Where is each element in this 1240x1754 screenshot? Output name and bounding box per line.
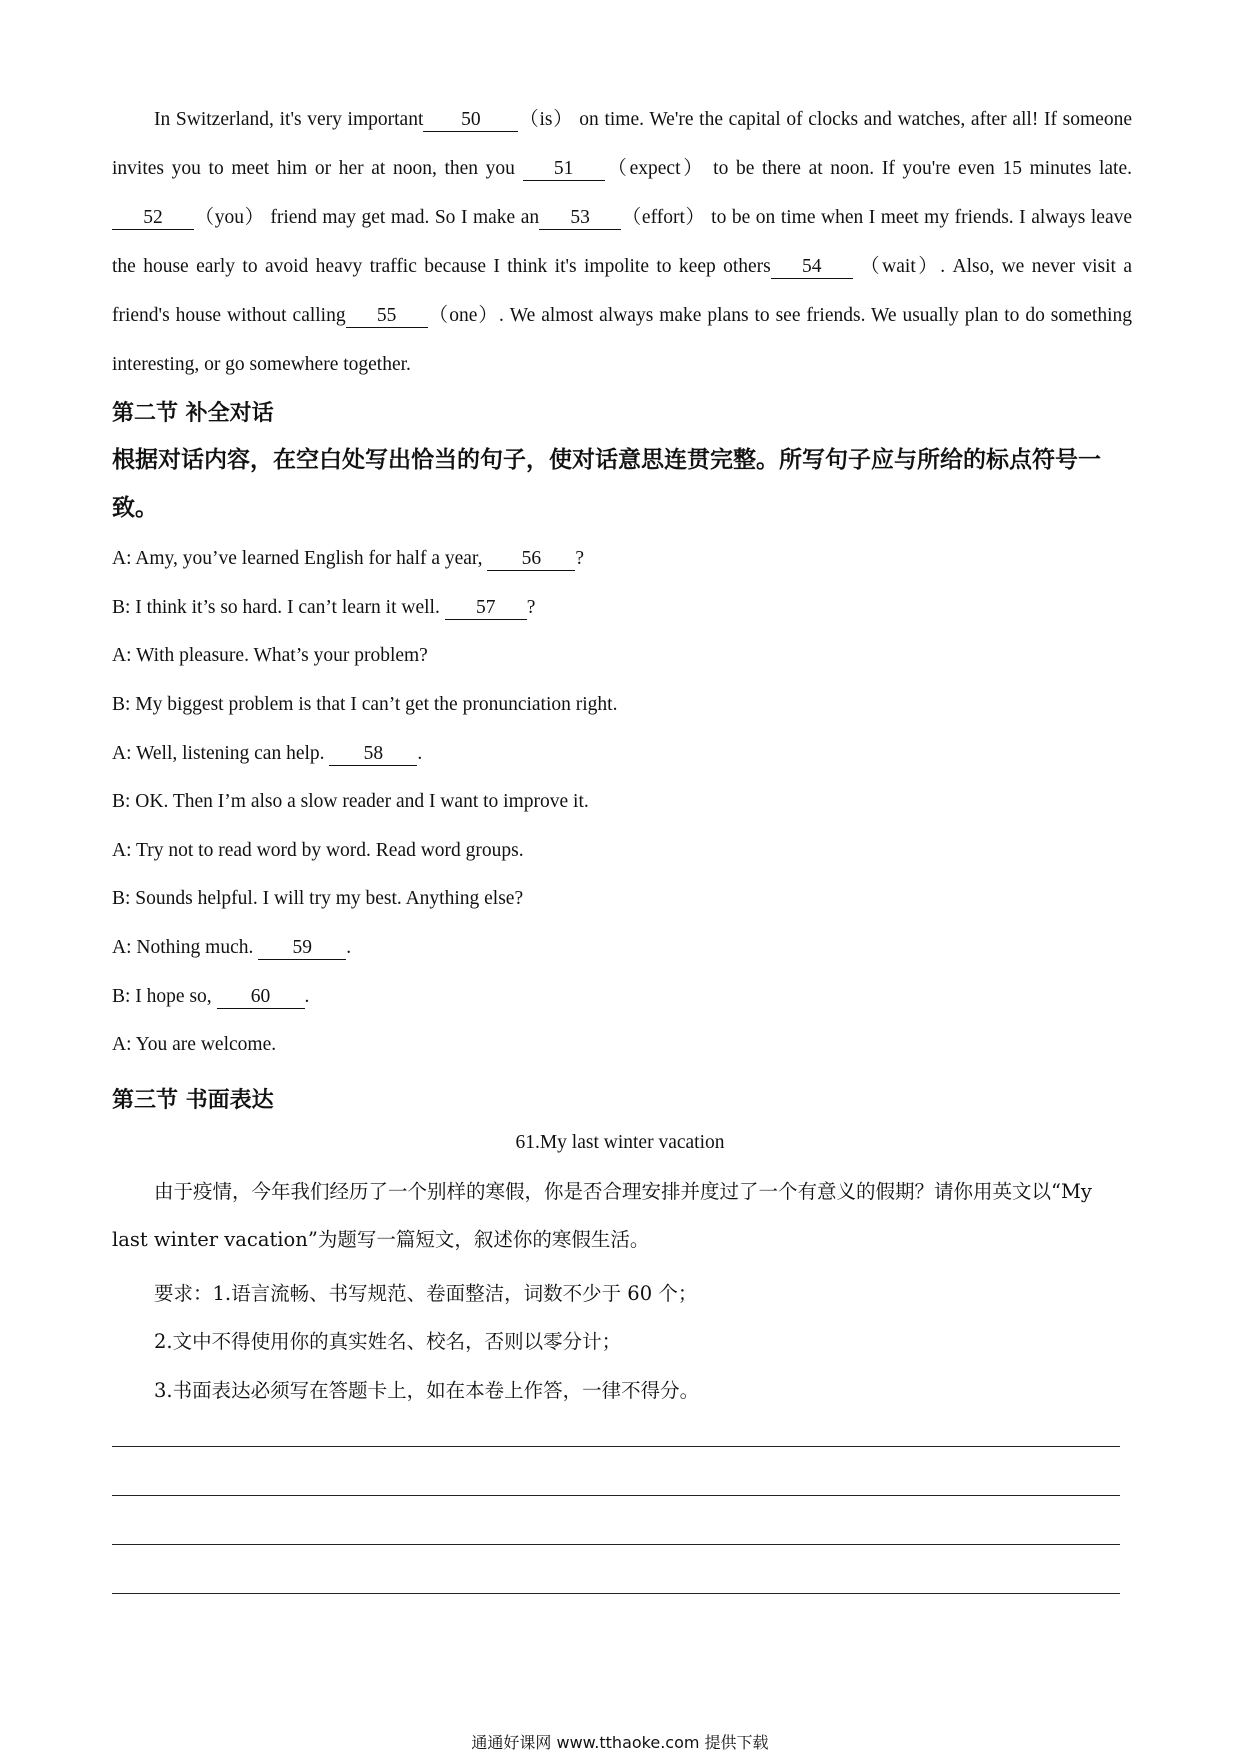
cloze-text: someone invites you to meet him or her at noon, then you xyxy=(112,109,1132,179)
requirement-3: 3.书面表达必须写在答题卡上，如在本卷上作答，一律不得分。 xyxy=(154,1379,700,1402)
section2-instruction: 根据对话内容，在空白处写出恰当的句子，使对话意思连贯完整。所写句子应与所给的标点符号一致。 xyxy=(112,447,1101,521)
writing-line xyxy=(112,1544,1120,1545)
dialogue-line-2: B: I think it’s so hard. I can’t learn it well. 57 ? xyxy=(112,597,536,618)
dialogue-line-8: B: Sounds helpful. I will try my best. Anything else? xyxy=(112,888,524,909)
page-footer: 通通好课网 www.tthaoke.com 提供下载 xyxy=(471,1733,769,1752)
dialogue-line-10: B: I hope so, 60 . xyxy=(112,986,310,1007)
requirement-2: 2.文中不得使用你的真实姓名、校名，否则以零分计； xyxy=(154,1330,622,1353)
writing-line xyxy=(112,1495,1120,1496)
cloze-text: （you） friend may get mad. So I make an xyxy=(194,207,540,228)
cloze-text: In Switzerland, it's very important xyxy=(154,109,424,130)
writing-line xyxy=(112,1593,1120,1594)
cloze-text: friends. We usually plan to do something interesting, or go somewhere together. xyxy=(112,305,1132,375)
dialogue-line-6: B: OK. Then I’m also a slow reader and I want to improve it. xyxy=(112,791,589,812)
dialogue-line-4: B: My biggest problem is that I can’t get the pronunciation right. xyxy=(112,694,618,715)
cloze-text: （one）. We almost always make plans to see xyxy=(427,305,801,326)
dialogue-line-1: A: Amy, you’ve learned English for half a year, 56 ? xyxy=(112,548,585,569)
blank-54: 54 xyxy=(771,256,853,279)
blank-53: 53 xyxy=(539,207,621,230)
blank-59: 59 xyxy=(258,937,346,960)
cloze-text: minutes late. xyxy=(1029,158,1132,179)
blank-55: 55 xyxy=(346,305,428,328)
cloze-text: （wait）. Also, we never visit a friend's house without calling xyxy=(112,256,1133,326)
blank-51: 51 xyxy=(523,158,605,181)
section2-heading: 第二节 补全对话 xyxy=(112,401,274,426)
blank-52: 52 xyxy=(112,207,194,230)
requirement-1: 要求：1.语言流畅、书写规范、卷面整洁，词数不少于 60 个； xyxy=(154,1282,698,1305)
blank-50: 50 xyxy=(423,109,518,132)
blank-58: 58 xyxy=(329,743,417,766)
dialogue-line-3: A: With pleasure. What’s your problem? xyxy=(112,645,428,666)
dialogue-line-7: A: Try not to read word by word. Read word groups. xyxy=(112,840,524,861)
essay-title: 61.My last winter vacation xyxy=(515,1132,725,1153)
essay-prompt: 由于疫情，今年我们经历了一个别样的寒假，你是否合理安排并度过了一个有意义的假期？请你用英文以“My last winter vacation”为题写一篇短文，叙述你的寒假生活。 xyxy=(112,1180,1092,1251)
cloze-text: （expect） to be there at noon. If you're even 15 xyxy=(604,158,1022,179)
blank-60: 60 xyxy=(217,986,305,1009)
writing-line xyxy=(112,1446,1120,1447)
blank-57: 57 xyxy=(445,597,527,620)
dialogue-line-5: A: Well, listening can help. 58 . xyxy=(112,743,423,764)
section3-heading: 第三节 书面表达 xyxy=(112,1088,274,1113)
blank-56: 56 xyxy=(487,548,575,571)
cloze-text: friends. I always leave the house early to avoid heavy traffic because I think it's impolite to keep others xyxy=(112,207,1133,277)
dialogue-line-9: A: Nothing much. 59 . xyxy=(112,937,352,958)
cloze-text: （effort） to be on time when I meet my xyxy=(621,207,950,228)
cloze-paragraph xyxy=(112,95,1132,389)
dialogue-line-11: A: You are welcome. xyxy=(112,1034,277,1055)
cloze-text: （is） on time. We're the capital of clocks and watches, after all! If xyxy=(518,109,1057,130)
